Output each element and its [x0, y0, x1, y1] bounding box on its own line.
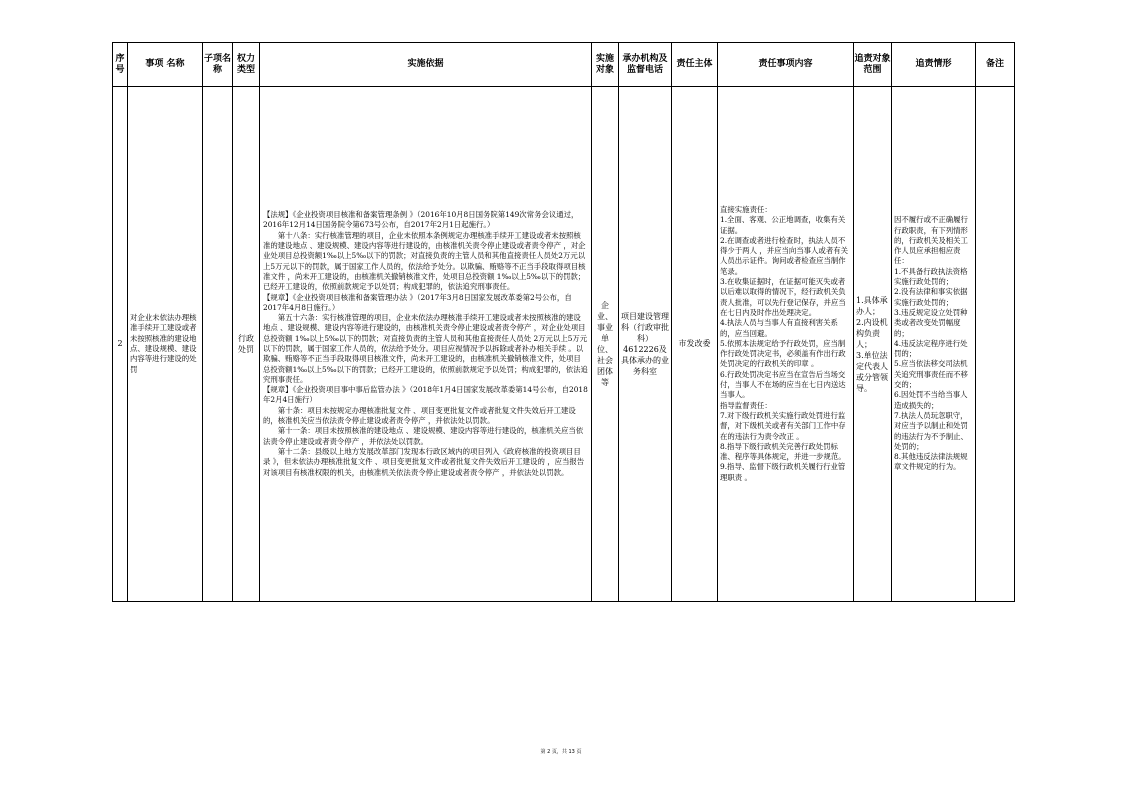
- header-subject: 责任主体: [672, 43, 718, 87]
- situation-item-4: 4.违反法定程序进行处罚的；: [894, 338, 968, 359]
- situation-item-6: 6.因处罚不当给当事人造成损失的；: [894, 390, 968, 410]
- header-item-name: 事项 名称: [128, 43, 203, 87]
- page-footer: 第 2 页，共 13 页: [540, 749, 582, 755]
- row-scope: [854, 87, 892, 602]
- resp-item-9: 9.指导、监督下级行政机关履行行业管理职责 。: [720, 462, 846, 482]
- basis-rule-title-1: 【规章】《企业投资项目核准和备案管理办法 》（2017年3月8日国家发展改革委第2号公布，自2017年4月8日施行。）: [263, 292, 572, 312]
- resp-item-8: 8.指导下级行政机关完善行政处罚标准、程序等具体规定，并进一步规范。: [720, 441, 846, 462]
- header-target: 实施对象: [592, 43, 619, 87]
- resp-item-4: 4.执法人员与当事人有直接利害关系的，应当回避。: [720, 318, 838, 338]
- resp-heading-guide: 指导监督责任：: [720, 400, 772, 410]
- header-agency-phone: 承办机构及监督电话: [619, 43, 672, 87]
- basis-article-12: 第十二条：县级以上地方发展改革部门发现本行政区域内的项目列入《政府核准的投资项目目录 》，但未依法办理核准批复文件 、项目变更批复文件或者批复文件失效后开工建设的 ，应当报告对该项目有核准权限的机关，由核准机关依法责令停止建设或者责令停产 ，并依法处以罚款。: [263, 446, 585, 477]
- header-remark: 备注: [976, 43, 1015, 87]
- row-situation: [892, 87, 976, 602]
- resp-heading-direct: 直接实施责任：: [720, 204, 772, 214]
- header-power-type: 权力类型: [233, 43, 260, 87]
- basis-article-11: 第十一条：项目未按照核准的建设地点 、建设规模、建设内容等进行建设的，核准机关应当依法责令停止建设或者责令停产 ，并依法处以罚款。: [263, 426, 584, 446]
- header-basis: 实施依据: [260, 43, 592, 87]
- basis-regulation-title: 【法规】《企业投资项目核准和备案管理条例 》（2016年10月8日国务院第149次常务会议通过，2016年12月14日国务院令第673号公布，自2017年2月1日起施行。）: [263, 210, 579, 230]
- resp-item-3: 3.在收集证据时，在证据可能灭失或者以后难以取得的情况下，经行政机关负责人批准，可以先行登记保存，并应当在七日内及时作出处理决定。: [720, 277, 846, 317]
- situation-item-2: 2.没有法律和事实依据实施行政处罚的；: [894, 287, 968, 307]
- header-row: [113, 43, 1015, 87]
- row-remark: [976, 87, 1015, 602]
- row-agency-phone: 项目建设管理科（行政审批科）4612226及具体承办的业务科室: [619, 87, 672, 602]
- situation-item-7: 7.执法人员玩忽职守，对应当予以制止和处罚的违法行为不予制止、处罚的；: [894, 410, 968, 451]
- resp-item-7: 7.对下级行政机关实施行政处罚进行监督，对下级机关或者有关部门工作中存在的违法行为责令改正 。: [720, 410, 846, 441]
- scope-item-3: 3.单位法定代表人或分管领导。: [856, 350, 888, 393]
- row-resp-content: [718, 87, 854, 602]
- header-scope: 追责对象范围: [854, 43, 892, 87]
- basis-article-18: 第十八条：实行核准管理的项目，企业未依照本条例规定办理核准手续开工建设或者未按照核准的建设地点 、建设规模、建设内容等进行建设的，由核准机关责令停止建设或者责令停产 ，对企业处项目总投资额1‰以上5‰以下的罚款；对直接负责的主管人员和其他直接责任人员处2万元以上5万元以下的罚款，属于国家工作人员的，依法给予处分。以欺骗、贿赂等不正当手段取得项目核准文件 ，尚未开工建设的，由核准机关撤销核准文件，处项目总投资额 1‰以上5‰以下的罚款；已经开工建设的，依照前款规定予以处罚；构成犯罪的，依法追究刑事责任。: [263, 230, 586, 292]
- header-sub-name: 子项名称: [203, 43, 233, 87]
- row-power-type: 行政处罚: [233, 87, 260, 602]
- situation-item-3: 3.违反规定设立处罚种类或者改变处罚幅度的；: [894, 307, 968, 338]
- situation-item-1: 1.不具备行政执法资格实施行政处罚的；: [894, 266, 968, 287]
- resp-item-6: 6.行政处罚决定书应当在宣告后当场交付，当事人不在场的应当在七日内送达当事人。: [720, 369, 846, 400]
- resp-item-2: 2.在调查或者进行检查时，执法人员不得少于两人 ，并应当向当事人或者有关人员出示证件。询问或者检查应当制作笔录。: [720, 235, 848, 276]
- resp-item-1: 1.全面、客观、公正地调查，收集有关证据。: [720, 215, 846, 235]
- table-row: [113, 87, 1015, 602]
- header-situation: 追责情形: [892, 43, 976, 87]
- row-subject: 市发改委: [672, 87, 718, 602]
- situation-item-5: 5.应当依法移交司法机关追究刑事责任而不移交的；: [894, 359, 968, 390]
- row-target: 企业、事业单位、社会团体等: [592, 87, 619, 602]
- scope-item-2: 2.内设机构负责人；: [856, 317, 888, 349]
- row-seq: 2: [113, 87, 128, 602]
- row-item-name: 对企业未依法办理核准手续开工建设或者未按照核准的建设地点、建设规模、建设内容等进行建设的处罚: [128, 87, 203, 602]
- basis-article-10: 第十条：项目未按规定办理核准批复文件 、项目变更批复文件或者批复文件失效后开工建设的，核准机关应当依法责令停止建设或者责令停产 ，并依法处以罚款。: [263, 405, 576, 426]
- basis-article-56: 第五十六条：实行核准管理的项目，企业未依法办理核准手续开工建设或者未按照核准的建设地点 、建设规模、建设内容等进行建设的，由核准机关责令停止建设或者责令停产 ，对企业处项目总投资额 1‰以上5‰以下的罚款；对直接负责的主管人员和其他直接责任人员处 2万元以上5万元以下的罚款，属于国家工作人员的，依法给予处分。项目应视情况予以拆除或者补办相关手续 。以欺骗、贿赂等不正当手段取得项目核准文件，尚未开工建设的，由核准机关撤销核准文件，处项目总投资额1‰以上5‰以下的罚款；已经开工建设的，依照前款规定予以处罚；构成犯罪的，依法追究刑事责任。: [263, 313, 588, 384]
- basis-rule-title-2: 【规章】《企业投资项目事中事后监管办法 》（2018年1月4日国家发展改革委第14号公布，自2018年2月4日施行）: [263, 385, 588, 405]
- row-sub-name: [203, 87, 233, 602]
- responsibility-table: [112, 42, 1015, 602]
- scope-item-1: 1.具体承办人；: [856, 295, 888, 316]
- resp-item-5: 5.依照本法规定给予行政处罚，应当制作行政处罚决定书，必须盖有作出行政处罚决定的行政机关的印章 。: [720, 338, 846, 369]
- header-resp-content: 责任事项内容: [718, 43, 854, 87]
- header-seq: 序号: [113, 43, 128, 87]
- situation-item-8: 8.其他违反法律法规规章文件规定的行为。: [894, 452, 968, 472]
- situation-intro: 因不履行或不正确履行行政职责，有下列情形的，行政机关及相关工作人员应承担相应责任：: [894, 215, 968, 266]
- row-basis: [260, 87, 592, 602]
